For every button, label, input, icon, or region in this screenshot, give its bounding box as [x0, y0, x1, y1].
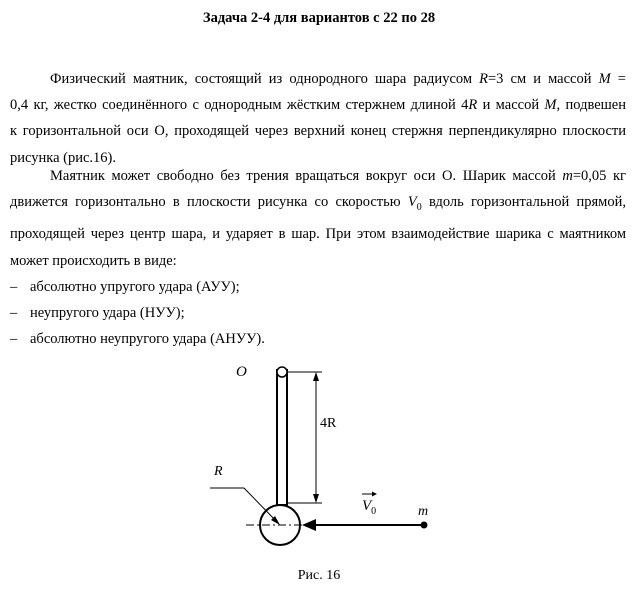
paragraph2-line3: проходящей через центр шара, и ударяет в шар. При этом взаимодействие шарика с маятником [10, 226, 626, 243]
label-4R: 4R [320, 416, 337, 431]
dimension-arrow-up [313, 372, 319, 381]
label-m: m [418, 504, 429, 519]
list-item: – абсолютно упругого удара (АУУ); [10, 278, 240, 295]
velocity-arrowhead [302, 519, 316, 531]
figure-caption: Рис. 16 [297, 568, 341, 583]
paragraph1-line4: рисунка (рис.16). [10, 149, 117, 166]
dimension-arrow-down [313, 494, 319, 503]
problem-title: Задача 2-4 для вариантов с 22 по 28 [202, 10, 436, 26]
label-O: O [236, 364, 247, 380]
vector-bar-head [372, 492, 377, 497]
paragraph1-line2: 0,4 кг, жестко соединённого с однородным жёстким стержнем длиной 4R и массой M, подвешен [10, 97, 627, 114]
paragraph2-line2: движется горизонтально в плоскости рисунка со скоростью $V_0$ вдоль горизонтальной прямой, [10, 194, 626, 214]
label-V: $V_0$ [362, 498, 377, 517]
paragraph1-line1: Физический маятник, состоящий из однородного шара радиусом R=3 см и массой M = [50, 71, 626, 87]
list-item: – абсолютно неупругого удара (АНУУ). [10, 331, 265, 348]
list-item: – неупругого удара (НУУ); [10, 304, 185, 321]
small-ball [421, 522, 428, 529]
paragraph1-line3: к горизонтальной оси О, проходящей через верхний конец стержня перпендикулярно плоскости [10, 123, 626, 140]
paragraph2-line1: Маятник может свободно без трения вращаться вокруг оси О. Шарик массой m=0,05 кг [50, 168, 626, 184]
pivot-axis [277, 367, 287, 377]
paragraph2-line4: может происходить в виде: [10, 252, 177, 269]
rod [277, 370, 287, 505]
label-R: R [214, 464, 223, 479]
